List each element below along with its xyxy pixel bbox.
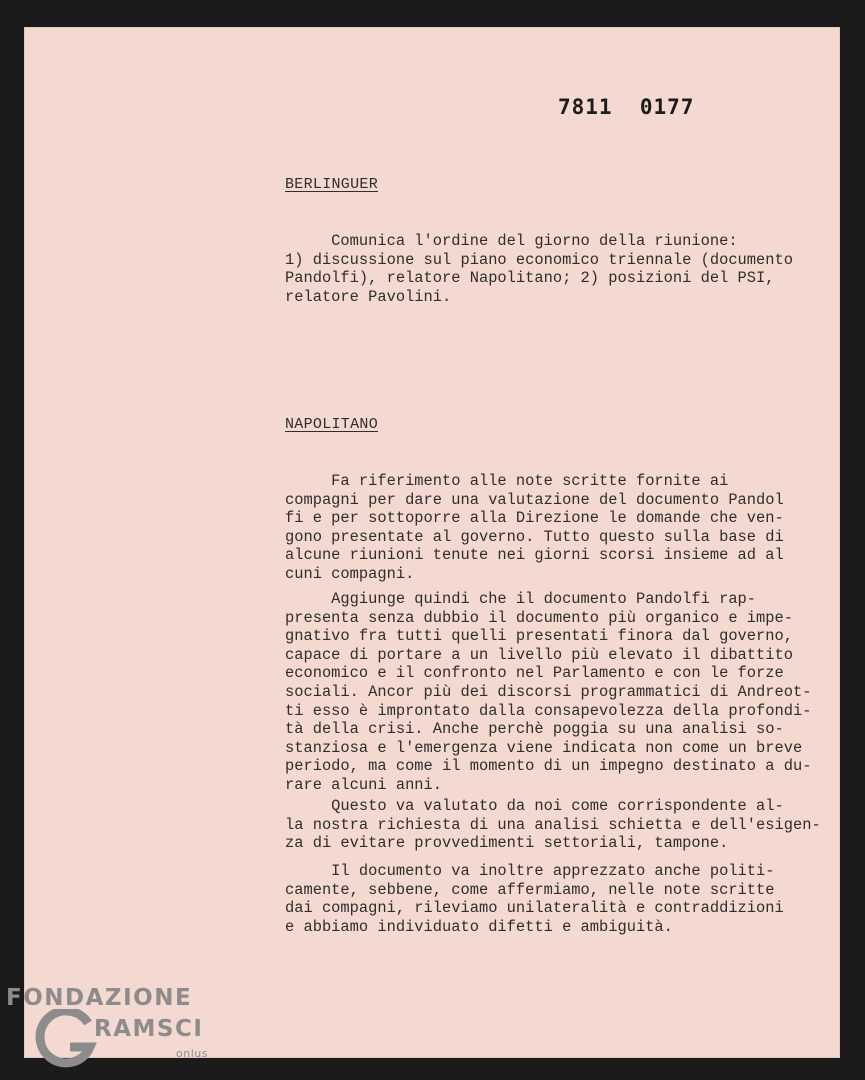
paragraph-napolitano-2: Aggiunge quindi che il documento Pandolfi rap- presenta senza dubbio il documento più organico e impe- gnativo fra tutti quelli presentati finora dal governo, capace di portare a un livello più elevato il dibattito economico e il confronto nel Parlamento e con le forze sociali. Ancor più dei discorsi programmatici di Andreot- ti esso è improntato dalla consapevolezza della profondi- tà della crisi. Anche perchè poggia su una analisi so- stanziosa e l'emergenza viene indicata non come un breve periodo, ma come il momento di un impegno destinato a du- rare alcuni anni. <box>285 590 812 794</box>
paragraph-berlinguer-1: Comunica l'ordine del giorno della riunione: 1) discussione sul piano economico triennale (documento Pandolfi), relatore Napolitano; 2) posizioni del PSI, relatore Pavolini. <box>285 232 793 306</box>
speaker-heading-napolitano: NAPOLITANO <box>285 416 379 433</box>
g-letter-icon <box>34 1009 98 1069</box>
paragraph-napolitano-1: Fa riferimento alle note scritte fornite ai compagni per dare una valutazione del documento Pandol fi e per sottoporre alla Direzione le domande che ven- gono presentate al governo. Tutto questo sulla base di alcune riunioni tenute nei giorni scorsi insieme ad al cuni compagni. <box>285 472 784 583</box>
watermark-line-3: onlus <box>176 1047 208 1060</box>
paragraph-napolitano-4: Il documento va inoltre apprezzato anche politi- camente, sebbene, come affermiamo, nelle note scritte dai compagni, rileviamo unilateralità e contraddizioni e abbiamo individuato difetti e ambiguità. <box>285 862 784 936</box>
paragraph-napolitano-3: Questo va valutato da noi come corrispondente al- la nostra richiesta di una analisi schietta e dell'esigen- za di evitare provvedimenti settoriali, tampone. <box>285 797 821 853</box>
document-page <box>24 27 840 1058</box>
speaker-heading-berlinguer: BERLINGUER <box>285 176 379 193</box>
watermark-line-1: FONDAZIONE <box>6 985 193 1011</box>
fondazione-gramsci-watermark <box>6 985 221 1070</box>
document-number: 7811 0177 <box>558 95 695 119</box>
watermark-line-2: RAMSCI <box>94 1016 204 1042</box>
